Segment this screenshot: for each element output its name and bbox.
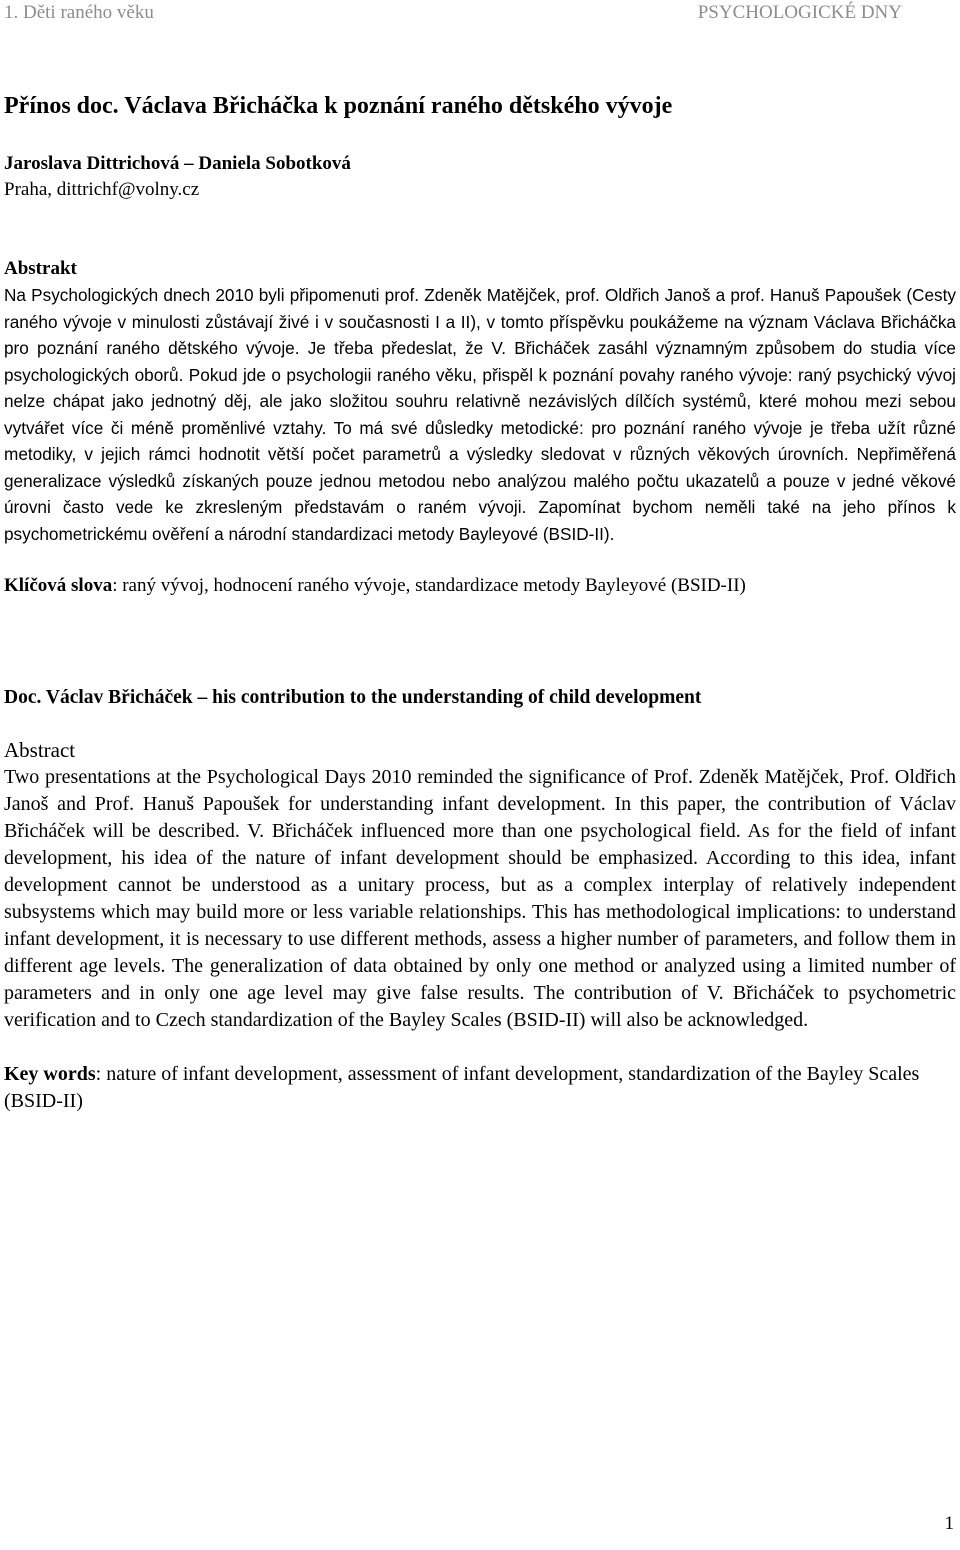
page-number: 1	[944, 1513, 954, 1534]
article-body	[4, 91, 956, 1115]
article-authors: Jaroslava Dittrichová – Daniela Sobotková	[4, 153, 351, 174]
english-title: Doc. Václav Břicháček – his contribution to the understanding of child development	[4, 687, 702, 708]
author-affiliation: Praha, dittrichf@volny.cz	[4, 179, 200, 200]
key-words	[4, 1061, 956, 1115]
header-journal-name: PSYCHOLOGICKÉ DNY	[697, 2, 902, 23]
abstrakt-text: Na Psychologických dnech 2010 byli připomenuti prof. Zdeněk Matějček, prof. Oldřich Janoš a prof. Hanuš Papoušek (Cesty raného vývoje v minulosti zůstávají živé i v současnosti I a II), v tomto příspěvku poukážeme na význam Václava Břicháčka pro poznání raného dětského vývoje. Je třeba předeslat, že V. Břicháček zasáhl významným způsobem do studia více psychologických oborů. Pokud jde o psychologii raného věku, přispěl k poznání povahy raného vývoje: raný psychický vývoj nelze chápat jako jednotný děj, ale jako složitou souhru relativně nezávislých dílčích systémů, které mohou mezi sebou vytvářet více či méně proměnlivé vztahy. To má své důsledky metodické: pro poznání raného vývoje je třeba užít různé metodiky, v jejich rámci hodnotit větší počet parametrů a výsledky sledovat v různých věkových úrovních. Nepřiměřená generalizace výsledků získaných pouze jednou metodou nebo analýzou malého počtu ukazatelů a pouze v jedné věkové úrovni často vede ke zkresleným představám o raném vývoji. Zapomínat bychom neměli také na jeho přínos k psychometrickému ověření a národní standardizaci metody Bayleyové (BSID-II).	[4, 285, 956, 544]
klicova-slova-text: : raný vývoj, hodnocení raného vývoje, standardizace metody Bayleyové (BSID-II)	[112, 575, 746, 596]
running-header	[4, 2, 902, 28]
abstrakt-heading: Abstrakt	[4, 258, 77, 279]
abstract-text: Two presentations at the Psychological Days 2010 reminded the significance of Prof. Zdeněk Matějček, Prof. Oldřich Janoš and Prof. Hanuš Papoušek for understanding infant development. In this paper, the contribution of Václav Břicháček will be described. V. Břicháček influenced more than one psychological field. As for the field of infant development, his idea of the nature of infant development should be emphasized. According to this idea, infant development cannot be understood as a unitary process, but as a complex interplay of relatively independent subsystems which may build more or less variable relationships. This has methodological implications: to understand infant development, it is necessary to use different methods, assess a higher number of parameters, and follow them in different age levels. The generalization of data obtained by only one method or analyzed using a limited number of parameters and in only one age level may give false results. The contribution of V. Břicháček to psychometric verification and to Czech standardization of the Bayley Scales (BSID-II) will also be acknowledged.	[4, 766, 956, 1031]
klicova-slova-label: Klíčová slova	[4, 575, 113, 596]
key-words-label: Key words	[4, 1063, 96, 1085]
klicova-slova	[4, 573, 956, 599]
article-title: Přínos doc. Václava Břicháčka k poznání raného dětského vývoje	[4, 93, 673, 119]
header-section-title: 1. Děti raného věku	[4, 2, 154, 23]
key-words-text: : nature of infant development, assessment of infant development, standardization of the Bayley Scales (BSID-II)	[4, 1063, 920, 1112]
abstract-heading: Abstract	[4, 738, 76, 762]
